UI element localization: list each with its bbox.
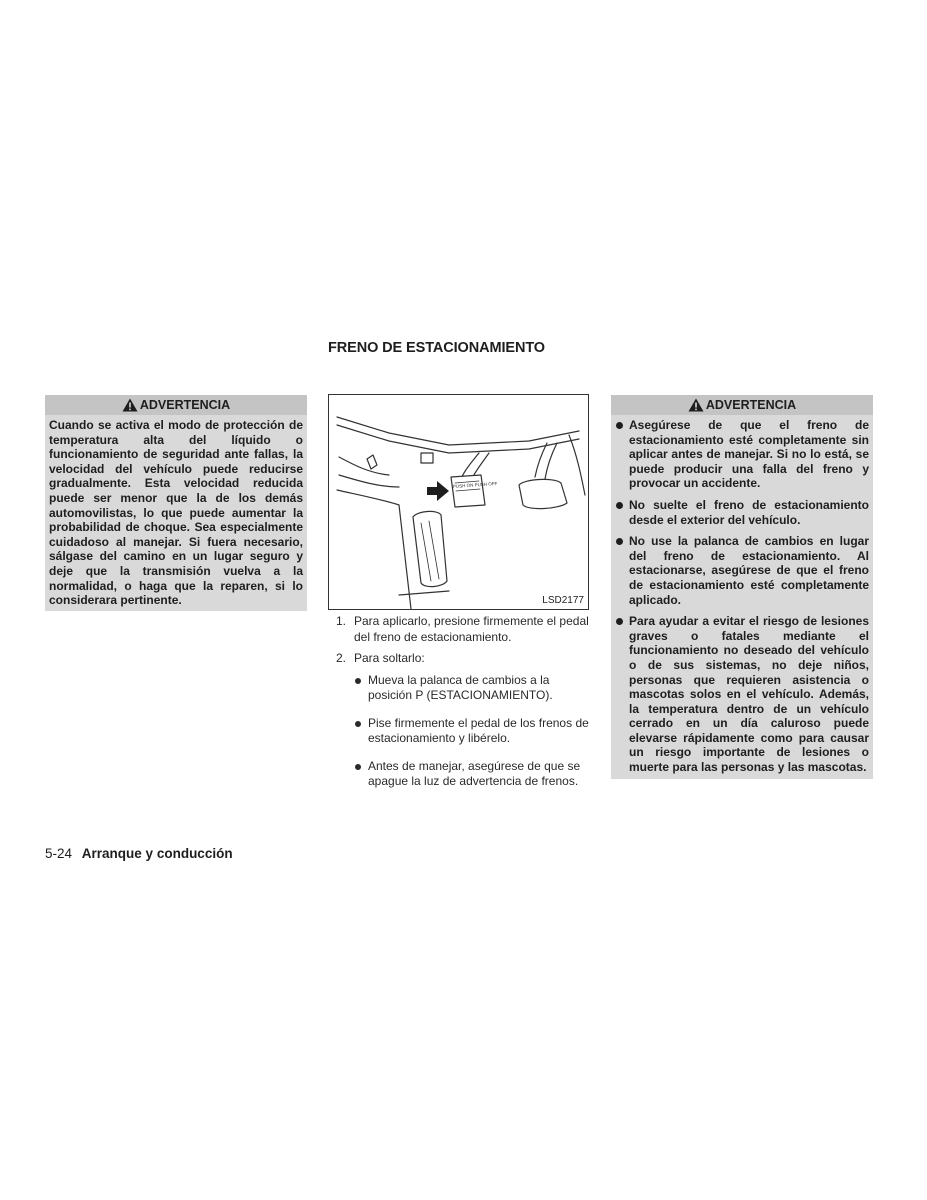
list-item: Mueva la palanca de cambios a la posición P (ESTACIONAMIENTO).	[350, 673, 592, 704]
warning-list	[611, 415, 873, 779]
step-number: 1.	[336, 614, 347, 628]
warning-heading	[45, 395, 307, 415]
section-title: FRENO DE ESTACIONAMIENTO	[328, 340, 545, 356]
chapter-title: Arranque y conducción	[81, 846, 233, 861]
list-item: No use la palanca de cambios en lugar del freno de estacionamiento. Al estacionarse, asegúrese de que el freno de estacionamiento esté completamente aplicado.	[615, 534, 869, 607]
warning-text: Cuando se activa el modo de protección de temperatura alta del líquido o funcionamiento de seguridad ante fallas, la velocidad del vehículo puede reducirse gradualmente. Esta velocidad reducida puede ser menor que la de los demás automovilistas, lo que puede aumentar la probabilidad de choque. Sea especialmente cuidadoso al manejar. Si fuera necesario, sálgase del camino en un lugar seguro y deje que la transmisión vuelva a la normalidad, o haga que la reparen, si lo considerara pertinente.	[49, 418, 303, 608]
step-2	[336, 651, 592, 667]
warning-heading	[611, 395, 873, 415]
page-number: 5-24	[45, 846, 73, 861]
pedal-label: PUSH ON PUSH OFF	[452, 480, 498, 489]
list-item: Pise firmemente el pedal de los frenos de estacionamiento y libérelo.	[350, 716, 592, 747]
step-1	[336, 614, 592, 645]
step-text: Para aplicarlo, presione firmemente el pedal del freno de estacionamiento.	[354, 614, 589, 644]
step-number: 2.	[336, 651, 347, 665]
list-item: Antes de manejar, asegúrese de que se apague la luz de advertencia de frenos.	[350, 759, 592, 790]
warning-triangle-icon	[688, 398, 704, 412]
instruction-steps	[336, 614, 592, 802]
list-item: Para ayudar a evitar el riesgo de lesiones graves o fatales mediante el funcionamiento no deseado del vehículo o de sus sistemas, no deje niños, personas que requieren asistencia o mascotas solos en el vehículo. Además, la temperatura dentro de un vehículo cerrado en un día caluroso puede elevarse rápidamente como para causar un riesgo importante de lesiones o muerte para las personas y las mascotas.	[615, 614, 869, 775]
release-bullets	[336, 673, 592, 790]
parking-brake-illustration	[328, 394, 589, 610]
warning-heading-label: ADVERTENCIA	[139, 398, 231, 412]
figure-caption: LSD2177	[542, 595, 584, 606]
warning-heading-label: ADVERTENCIA	[705, 398, 797, 412]
pedal-drawing	[329, 395, 588, 609]
list-item: Asegúrese de que el freno de estacionamiento esté completamente sin aplicar antes de manejar. Si no lo está, se puede producir una falla del freno y provocar un accidente.	[615, 418, 869, 491]
list-item: No suelte el freno de estacionamiento desde el exterior del vehículo.	[615, 498, 869, 527]
warning-box-left	[45, 395, 307, 611]
warning-triangle-icon	[122, 398, 138, 412]
page-footer	[45, 846, 233, 861]
step-text: Para soltarlo:	[354, 651, 425, 665]
warning-box-right	[611, 395, 873, 779]
